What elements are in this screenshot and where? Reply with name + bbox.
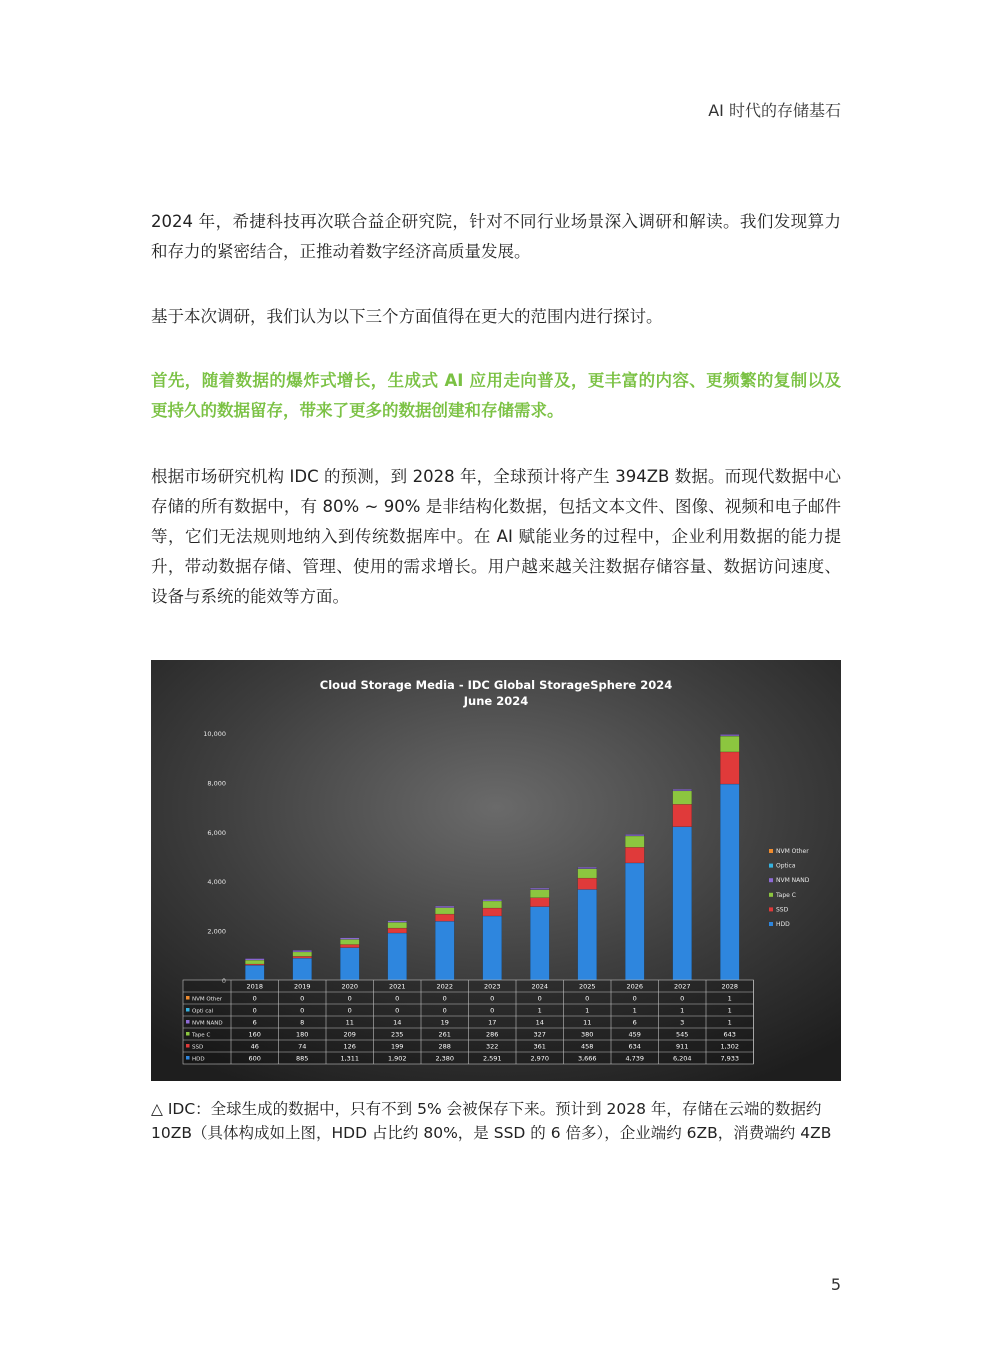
table-cell: 327 xyxy=(533,1030,546,1039)
table-cell: 1 xyxy=(537,1006,542,1015)
legend-swatch xyxy=(769,849,773,853)
x-category-label: 2027 xyxy=(673,982,691,991)
bar-tape-c-2021 xyxy=(388,922,407,928)
table-cell: 11 xyxy=(345,1018,354,1027)
table-cell: 2,970 xyxy=(530,1054,550,1063)
x-category-label: 2022 xyxy=(436,982,454,991)
table-cell: 0 xyxy=(490,1006,495,1015)
bar-hdd-2023 xyxy=(483,916,502,980)
table-cell: 180 xyxy=(296,1030,309,1039)
x-category-label: 2019 xyxy=(293,982,311,991)
x-category-label: 2025 xyxy=(578,982,596,991)
y-tick-label: 10,000 xyxy=(203,730,226,738)
bar-hdd-2020 xyxy=(340,948,359,980)
table-row-swatch xyxy=(186,1032,190,1036)
table-cell: 643 xyxy=(723,1030,736,1039)
bar-tape-c-2020 xyxy=(340,939,359,944)
legend-swatch xyxy=(769,893,773,897)
table-cell: 1,302 xyxy=(720,1042,740,1051)
bar-tape-c-2024 xyxy=(530,890,549,898)
bar-ssd-2024 xyxy=(530,898,549,907)
bar-hdd-2021 xyxy=(388,933,407,980)
y-tick-label: 6,000 xyxy=(207,828,226,837)
table-cell: 209 xyxy=(343,1030,356,1039)
x-category-label: 2023 xyxy=(483,982,501,991)
y-tick-label: 4,000 xyxy=(207,878,226,887)
table-row-label: NVM Other xyxy=(192,996,222,1003)
bar-tape-c-2027 xyxy=(673,791,692,804)
table-cell: 1 xyxy=(585,1006,590,1015)
x-category-label: 2026 xyxy=(626,982,644,991)
table-cell: 1,311 xyxy=(340,1054,360,1063)
paragraph-highlight: 首先，随着数据的爆炸式增长，生成式 AI 应用走向普及，更丰富的内容、更频繁的复制以及更持久的数据留存，带来了更多的数据创建和存储需求。 xyxy=(151,371,841,420)
table-row-swatch xyxy=(186,996,190,1000)
table-cell: 545 xyxy=(676,1030,689,1039)
table-cell: 0 xyxy=(252,1006,257,1015)
bar-hdd-2022 xyxy=(435,921,454,980)
table-cell: 74 xyxy=(298,1042,307,1051)
paragraph-intro: 2024 年，希捷科技再次联合益企研究院，针对不同行业场景深入调研和解读。我们发现算力和存力的紧密结合，正推动着数字经济高质量发展。 xyxy=(151,212,841,261)
table-cell: 261 xyxy=(438,1030,451,1039)
table-cell: 0 xyxy=(252,994,257,1003)
table-cell: 0 xyxy=(395,1006,400,1015)
table-cell: 46 xyxy=(250,1042,259,1051)
figure-caption: △ IDC：全球生成的数据中，只有不到 5% 会被保存下来。预计到 2028 年，存储在云端的数据约 10ZB（具体构成如上图，HDD 占比约 80%，是 SSD 的 6 倍多），企业端约 6ZB，消费端约 4ZB xyxy=(151,1100,832,1142)
table-cell: 4,739 xyxy=(625,1054,645,1063)
paragraph-idc: 根据市场研究机构 IDC 的预测，到 2028 年，全球预计将产生 394ZB 数据。而现代数据中心存储的所有数据中，有 80% ~ 90% 是非结构化数据，包括文本文件、图像、视频和电子邮件等，它们无法规则地纳入到传统数据库中。在 AI 赋能业务的过程中，企业利用数据的能力提升，带动数据存储、管理、使用的需求增长。用户越来越关注数据存储容量、数据访问速度、设备与系统的能效等方面。 xyxy=(151,467,841,606)
table-row-swatch xyxy=(186,1056,190,1060)
table-cell: 0 xyxy=(442,994,447,1003)
bar-hdd-2026 xyxy=(625,863,644,980)
table-row-swatch xyxy=(186,1008,190,1012)
legend-swatch xyxy=(769,878,773,882)
table-row-swatch xyxy=(186,1044,190,1048)
table-row-label: SSD xyxy=(192,1044,204,1051)
bar-nvm-nand-2018 xyxy=(245,959,264,961)
bar-nvm-nand-2022 xyxy=(435,906,454,908)
bar-hdd-2018 xyxy=(245,965,264,980)
page-number: 5 xyxy=(830,1275,841,1294)
table-cell: 3,666 xyxy=(577,1054,597,1063)
table-cell: 199 xyxy=(391,1042,404,1051)
table-cell: 1 xyxy=(727,1006,732,1015)
legend-label: NVM NAND xyxy=(776,877,810,885)
table-cell: 600 xyxy=(248,1054,261,1063)
bar-nvm-nand-2021 xyxy=(388,921,407,923)
bar-hdd-2025 xyxy=(578,889,597,980)
bar-ssd-2021 xyxy=(388,928,407,933)
legend-label: SSD xyxy=(776,906,789,914)
table-cell: 288 xyxy=(438,1042,451,1051)
table-cell: 0 xyxy=(680,994,685,1003)
table-cell: 1 xyxy=(632,1006,637,1015)
header-title: AI 时代的存储基石 xyxy=(708,101,841,120)
table-cell: 0 xyxy=(395,994,400,1003)
table-cell: 0 xyxy=(537,994,542,1003)
table-cell: 1 xyxy=(680,1006,685,1015)
table-cell: 459 xyxy=(628,1030,641,1039)
legend-label: NVM Other xyxy=(776,848,809,855)
table-cell: 11 xyxy=(583,1018,592,1027)
bar-hdd-2019 xyxy=(293,958,312,980)
bar-tape-c-2028 xyxy=(720,736,739,752)
table-cell: 14 xyxy=(393,1018,402,1027)
table-cell: 1 xyxy=(727,994,732,1003)
table-cell: 1,902 xyxy=(387,1054,407,1063)
legend-label: HDD xyxy=(776,921,790,928)
table-cell: 8 xyxy=(300,1018,305,1027)
table-cell: 3 xyxy=(680,1018,685,1027)
table-row-label: NVM NAND xyxy=(192,1020,223,1027)
bar-tape-c-2018 xyxy=(245,960,264,964)
table-cell: 634 xyxy=(628,1042,641,1051)
table-row-label: Tape C xyxy=(192,1032,211,1039)
x-category-label: 2021 xyxy=(388,982,406,991)
table-cell: 885 xyxy=(296,1054,309,1063)
table-cell: 380 xyxy=(581,1030,594,1039)
table-cell: 322 xyxy=(486,1042,499,1051)
bar-ssd-2019 xyxy=(293,956,312,958)
bar-ssd-2023 xyxy=(483,908,502,916)
legend-swatch xyxy=(769,907,773,911)
bar-ssd-2027 xyxy=(673,804,692,827)
bar-hdd-2024 xyxy=(530,907,549,980)
table-cell: 911 xyxy=(676,1042,689,1051)
table-cell: 0 xyxy=(490,994,495,1003)
bar-tape-c-2025 xyxy=(578,869,597,878)
bar-ssd-2025 xyxy=(578,878,597,889)
bar-nvm-nand-2023 xyxy=(483,899,502,901)
bar-hdd-2027 xyxy=(673,827,692,980)
table-cell: 0 xyxy=(300,994,305,1003)
paragraph-topics: 基于本次调研，我们认为以下三个方面值得在更大的范围内进行探讨。 xyxy=(151,307,663,326)
x-category-label: 2018 xyxy=(246,982,264,991)
table-cell: 0 xyxy=(442,1006,447,1015)
legend-swatch xyxy=(769,864,773,868)
x-category-label: 2020 xyxy=(341,982,359,991)
table-cell: 0 xyxy=(585,994,590,1003)
bar-ssd-2020 xyxy=(340,945,359,948)
table-cell: 6 xyxy=(252,1018,257,1027)
table-cell: 14 xyxy=(535,1018,544,1027)
table-cell: 160 xyxy=(248,1030,261,1039)
table-cell: 235 xyxy=(391,1030,404,1039)
bar-nvm-nand-2020 xyxy=(340,938,359,940)
legend-label: Tape C xyxy=(776,891,796,899)
table-cell: 361 xyxy=(533,1042,546,1051)
table-cell: 126 xyxy=(343,1042,356,1051)
chart-title: Cloud Storage Media - IDC Global StorageSphere 2024 xyxy=(319,678,673,692)
table-cell: 6,204 xyxy=(672,1054,692,1063)
bar-hdd-2028 xyxy=(720,784,739,980)
table-cell: 17 xyxy=(488,1018,497,1027)
chart-figure xyxy=(151,660,841,1081)
storage-chart xyxy=(151,660,841,1081)
table-cell: 0 xyxy=(347,1006,352,1015)
y-tick-label: 8,000 xyxy=(207,779,226,788)
bar-nvm-nand-2019 xyxy=(293,950,312,952)
table-cell: 0 xyxy=(300,1006,305,1015)
table-cell: 6 xyxy=(632,1018,637,1027)
table-cell: 0 xyxy=(632,994,637,1003)
x-category-label: 2024 xyxy=(531,982,549,991)
table-cell: 2,380 xyxy=(435,1054,455,1063)
legend-swatch xyxy=(769,922,773,926)
table-cell: 0 xyxy=(347,994,352,1003)
bar-tape-c-2026 xyxy=(625,836,644,847)
bar-tape-c-2023 xyxy=(483,901,502,908)
table-cell: 19 xyxy=(440,1018,449,1027)
legend-label: Optica xyxy=(776,862,796,870)
table-cell: 1 xyxy=(727,1018,732,1027)
table-row-swatch xyxy=(186,1020,190,1024)
bar-ssd-2022 xyxy=(435,914,454,921)
bar-tape-c-2022 xyxy=(435,908,454,914)
table-row-label: HDD xyxy=(192,1056,205,1063)
y-tick-label: 2,000 xyxy=(207,927,226,936)
table-cell: 286 xyxy=(486,1030,499,1039)
bar-tape-c-2019 xyxy=(293,952,312,956)
bar-ssd-2026 xyxy=(625,847,644,863)
bar-ssd-2028 xyxy=(720,752,739,784)
chart-subtitle: June 2024 xyxy=(463,694,529,708)
table-cell: 7,933 xyxy=(720,1054,740,1063)
table-row-label: Opti cal xyxy=(192,1008,214,1015)
table-cell: 2,591 xyxy=(482,1054,502,1063)
x-category-label: 2028 xyxy=(721,982,739,991)
table-cell: 458 xyxy=(581,1042,594,1051)
